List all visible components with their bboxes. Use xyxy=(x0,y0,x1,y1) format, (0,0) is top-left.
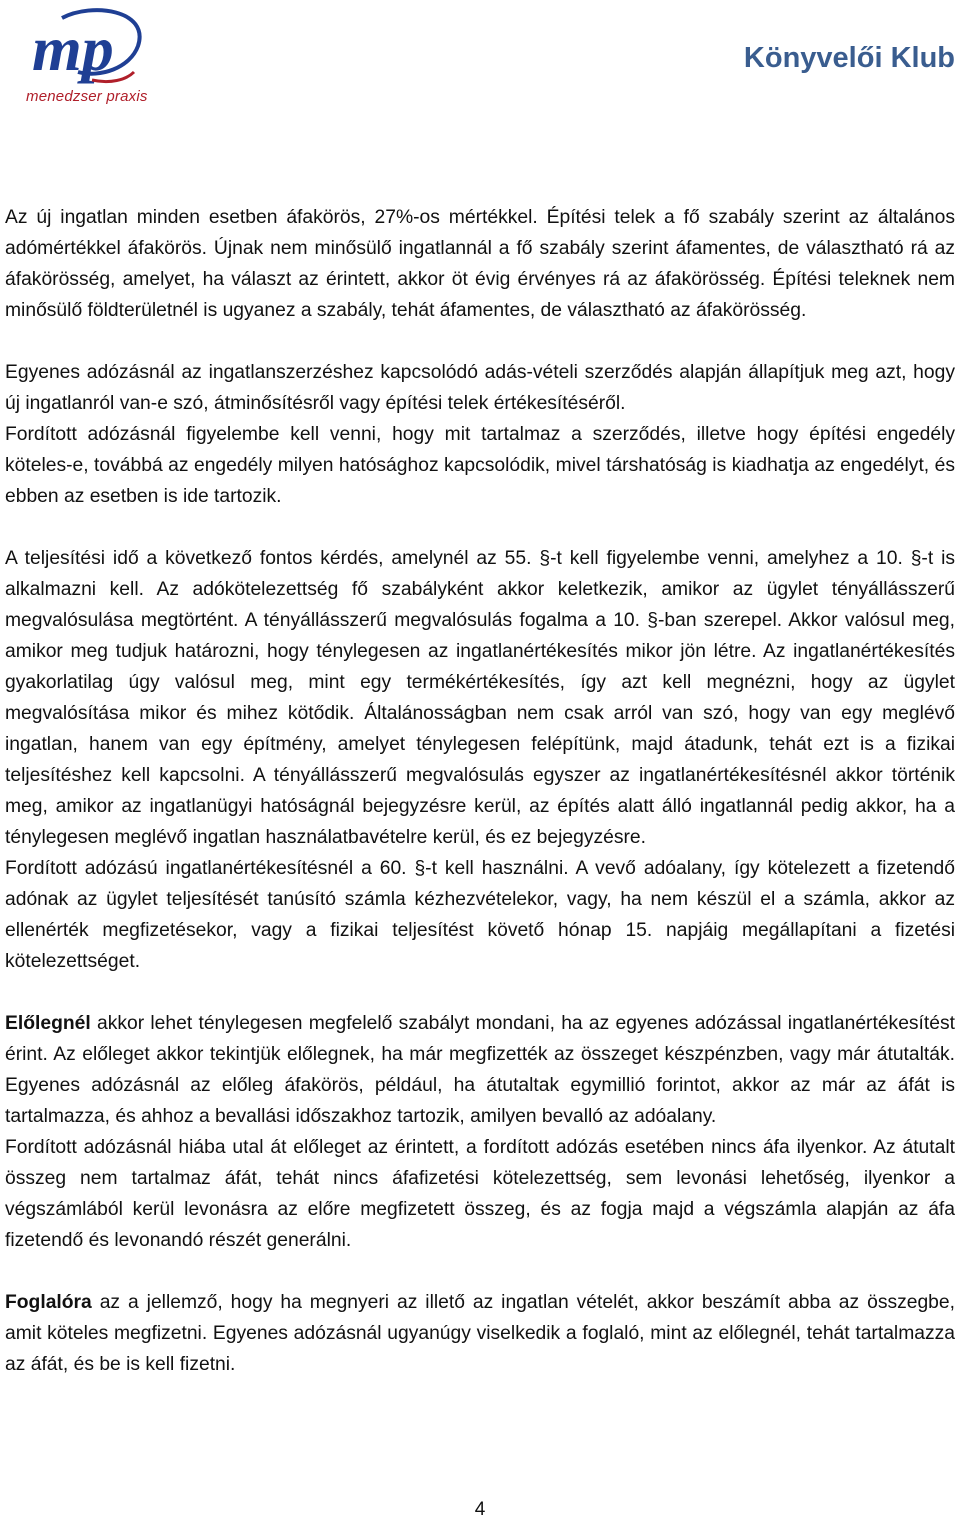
page-header xyxy=(0,0,960,120)
page-number: 4 xyxy=(474,1499,486,1520)
club-title: Könyvelői Klub xyxy=(743,42,955,74)
paragraph-reverse-taxation: Fordított adózásnál figyelembe kell venni, hogy mit tartalmaz a szerződés, illetve hogy építési engedély köteles-e, továbbá az engedély milyen hatósághoz kapcsolódik, mivel társhatóság is kiadhatja az engedélyt, és ebben az esetben is ide tartozik. xyxy=(5,424,955,507)
term-deposit: Foglalóra xyxy=(5,1292,92,1313)
paragraph-reverse-sale: Fordított adózású ingatlanértékesítésnél a 60. §-t kell használni. A vevő adóalany, így kötelezett a fizetendő adónak az ügylet teljesítését tanúsító számla kézhezvételekor, vagy, ha nem készül el a számla, akkor az ellenérték megfizetésekor, vagy a fizikai teljesítést követő hónap 15. napjáig megállapítani a fizetési kötelezettséget. xyxy=(5,858,955,972)
svg-text:mp: mp xyxy=(32,13,114,84)
term-advance: Előlegnél xyxy=(5,1013,91,1034)
paragraph-reverse-advance: Fordított adózásnál hiába utal át előleget az érintett, a fordított adózás esetében nincs áfa ilyenkor. Az átutalt összeg nem tartalmaz áfát, tehát nincs áfafizetési kötelezettség, sem levonási lehetőség, ilyenkor a végszámlából kerül levonásra az előre megfizetett összeg, és az fogja majd a végszámla alapján az áfa fizetendő és levonandó részét generálni. xyxy=(5,1137,955,1251)
paragraph-direct-taxation: Egyenes adózásnál az ingatlanszerzéshez kapcsolódó adás-vételi szerződés alapján állapítjuk meg azt, hogy új ingatlanról van-e szó, átminősítésről vagy építési telek értékesítéséről. xyxy=(5,362,955,414)
logo-wordmark: menedzser praxis xyxy=(26,88,148,105)
paragraph-deposit-text: az a jellemző, hogy ha megnyeri az illető az ingatlan vételét, akkor beszámít abba az összegbe, amit köteles megfizetni. Egyenes adózásnál ugyanúgy viselkedik a foglaló, mint az előlegnél, tehát tartalmazza az áfát, és be is kell fizetni. xyxy=(5,1292,955,1375)
document-body xyxy=(5,202,955,1380)
paragraph-deposit xyxy=(5,1287,955,1380)
paragraph-performance-date: A teljesítési idő a következő fontos kérdés, amelynél az 55. §-t kell figyelembe venni, amelyhez a 10. §-t is alkalmazni kell. Az adókötelezettség fő szabályként akkor keletkezik, amikor az ügylet tényállásszerű megvalósulása megtörtént. A tényállásszerű megvalósulás fogalma a 10. §-ban szerepel. Akkor valósul meg, amikor meg tudjuk határozni, hogy ténylegesen az ingatlanértékesítés mikor jön létre. Az ingatlanértékesítés gyakorlatilag úgy valósul meg, mint egy termékértékesítés, így azt kell megnézni, hogy az ügylet megvalósítása mikor és mihez kötődik. Általánosságban nem csak arról van szó, hogy van egy meglévő ingatlan, hanem van egy építmény, amelyet ténylegesen felépítünk, majd átadunk, tehát ezt is a fizikai teljesítéshez kell kapcsolni. A tényállásszerű megvalósulás egyszer az ingatlanértékesítésnél akkor történik meg, amikor az ingatlanügyi hatóságnál bejegyzésre kerül, az építés alatt álló ingatlannál pedig akkor, ha a ténylegesen meglévő ingatlan használatbavételre kerül, és ez bejegyzésre. xyxy=(5,548,955,848)
paragraph-advance-text: akkor lehet ténylegesen megfelelő szabályt mondani, ha az egyenes adózással ingatlanértékesítést érint. Az előleget akkor tekintjük előlegnek, ha már megfizették az összeget készpénzben, vagy már átutalták. Egyenes adózásnál az előleg áfakörös, például, ha átutaltak egymillió forintot, akkor az már az áfát is tartalmazza, és ahhoz a bevallási időszakhoz tartozik, amilyen bevalló az adóalany. xyxy=(5,1013,955,1127)
menedzser-praxis-logo xyxy=(22,6,152,106)
paragraph-advance-payment xyxy=(5,1008,955,1132)
mp-logo-mark-icon xyxy=(22,6,152,90)
paragraph-vat-new-property: Az új ingatlan minden esetben áfakörös, 27%-os mértékkel. Építési telek a fő szabály szerint az általános adómértékkel áfakörös. Újnak nem minősülő ingatlannál a fő szabály szerint áfamentes, de választható rá az áfakörösség, amelyet, ha választ az érintett, akkor öt évig érvényes rá az áfakörösség. Építési teleknek nem minősülő földterületnél is ugyanez a szabály, tehát áfamentes, de választható az áfakörösség. xyxy=(5,207,955,321)
